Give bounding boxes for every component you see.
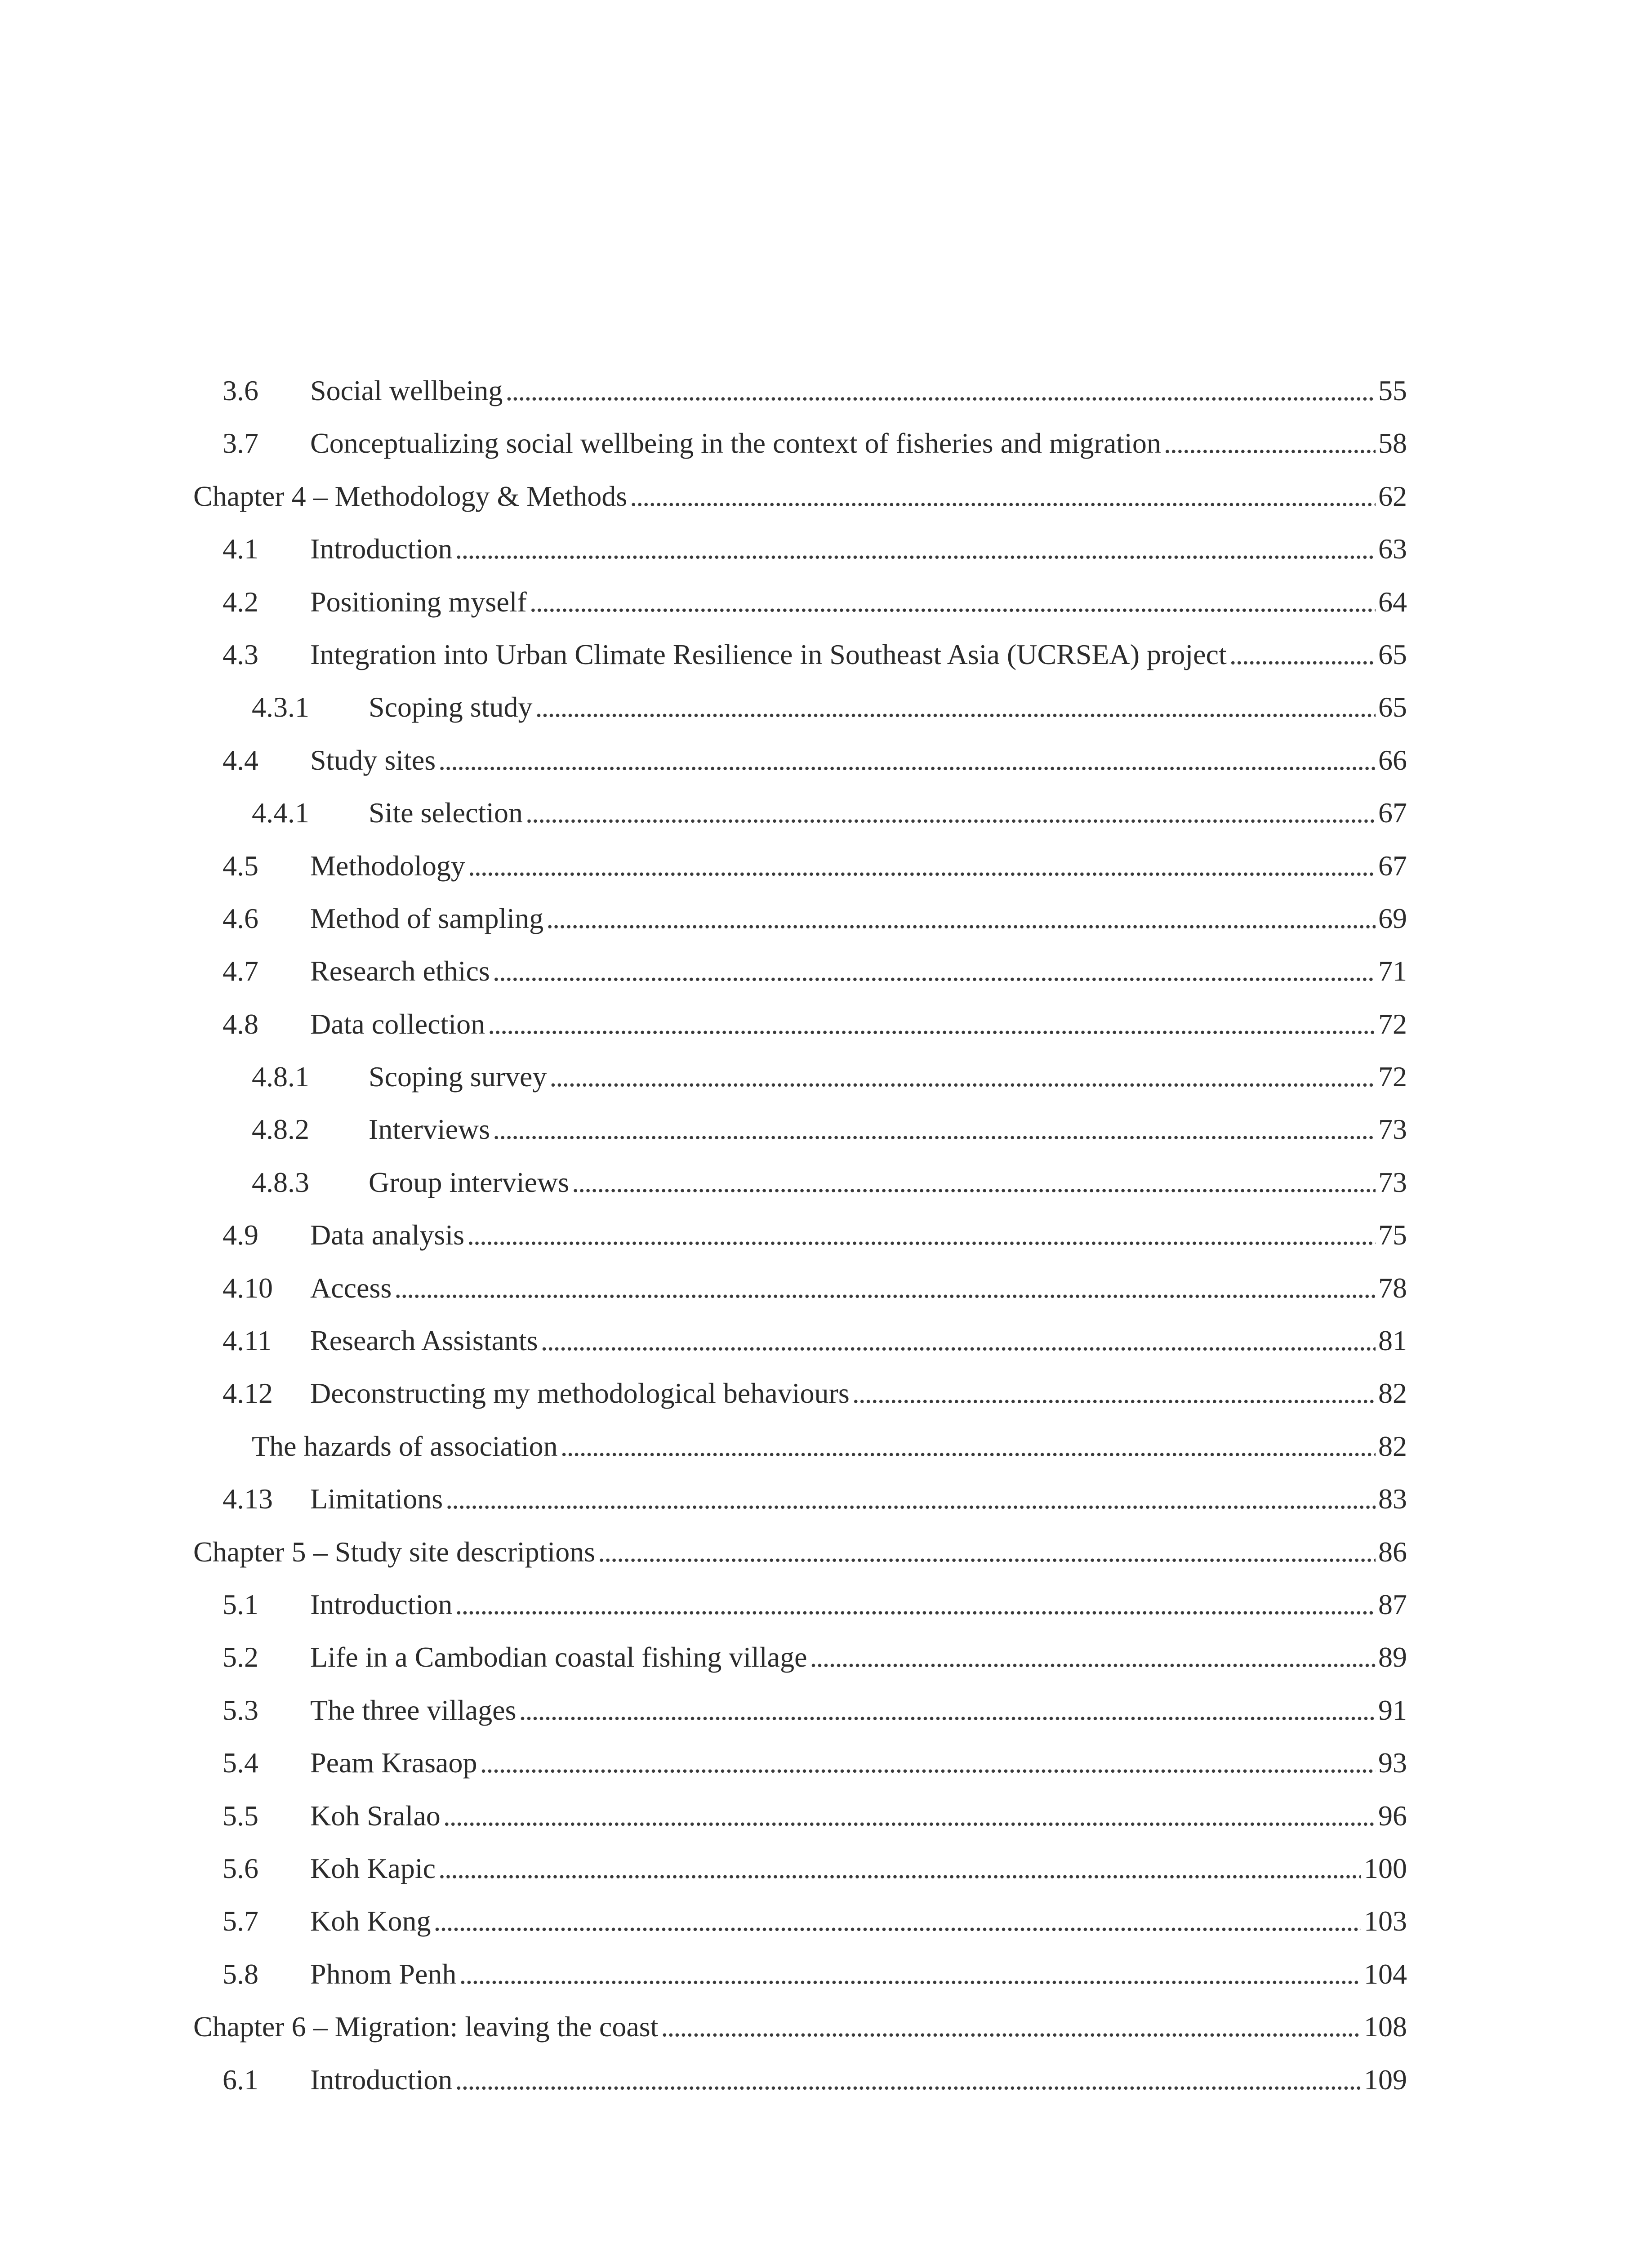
dot-leader [1229, 628, 1376, 681]
section-title: Life in a Cambodian coastal fishing village [310, 1641, 807, 1673]
dot-leader [810, 1631, 1376, 1683]
toc-entry-line [193, 2000, 1407, 2053]
toc-entry-line [252, 1103, 1407, 1155]
toc-entry-line [223, 998, 1407, 1050]
page-number: 72 [1378, 1061, 1407, 1093]
page-number: 69 [1378, 902, 1407, 934]
dot-leader [455, 522, 1376, 575]
toc-entry-line [252, 786, 1407, 839]
dot-leader [438, 734, 1376, 786]
toc-entry-line [223, 1314, 1407, 1367]
page-number: 65 [1378, 691, 1407, 723]
section-title: Introduction [310, 2063, 453, 2096]
dot-leader [467, 1209, 1376, 1261]
toc-entry [193, 1314, 1407, 1367]
toc-entry [193, 364, 1407, 417]
dot-leader [572, 1156, 1376, 1209]
toc-entry-line [223, 522, 1407, 575]
dot-leader [661, 2000, 1361, 2053]
toc-entry [193, 522, 1407, 575]
dot-leader [505, 364, 1376, 417]
section-title: Data collection [310, 1008, 485, 1040]
section-number: 3.7 [223, 427, 258, 459]
page-number: 67 [1378, 849, 1407, 882]
toc-entry [193, 2000, 1407, 2053]
section-number: 4.13 [223, 1483, 273, 1515]
section-title: Study sites [310, 744, 436, 776]
section-number: 5.2 [223, 1641, 258, 1673]
dot-leader [455, 1578, 1376, 1631]
page-number: 81 [1378, 1325, 1407, 1357]
toc-entry-line [223, 1631, 1407, 1683]
toc-entry [193, 998, 1407, 1050]
page-number: 109 [1364, 2063, 1407, 2096]
toc-entry [193, 1948, 1407, 2000]
toc-entry-line [252, 1420, 1407, 1472]
page-number: 78 [1378, 1271, 1407, 1304]
section-number: 3.6 [223, 375, 258, 406]
section-title: Interviews [369, 1113, 490, 1146]
page-number: 82 [1378, 1377, 1407, 1409]
section-number: 5.4 [223, 1747, 258, 1779]
page-number: 87 [1378, 1588, 1407, 1620]
dot-leader [455, 2053, 1361, 2106]
toc-entry-line [223, 1262, 1407, 1314]
page-number: 71 [1378, 955, 1407, 987]
section-title: Scoping study [369, 691, 533, 723]
toc-entry [193, 1631, 1407, 1683]
page-number: 63 [1378, 533, 1407, 565]
page-number: 103 [1364, 1905, 1407, 1937]
section-title: Research Assistants [310, 1325, 538, 1357]
section-title: Chapter 5 – Study site descriptions [193, 1535, 596, 1568]
toc-entry-line [223, 892, 1407, 945]
toc-entry-line [252, 681, 1407, 733]
page-number: 73 [1378, 1113, 1407, 1146]
page-number: 62 [1378, 480, 1407, 512]
section-number: 4.8.1 [252, 1061, 309, 1093]
section-number: 4.1 [223, 533, 258, 565]
page-number: 73 [1378, 1166, 1407, 1198]
toc-entry [193, 945, 1407, 997]
section-number: 5.5 [223, 1799, 258, 1832]
toc-entry-line [252, 1156, 1407, 1209]
section-title: Introduction [310, 1588, 453, 1620]
toc-entry [193, 1789, 1407, 1842]
dot-leader [519, 1684, 1376, 1736]
toc-entry [193, 1103, 1407, 1155]
toc-entry-line [223, 734, 1407, 786]
section-title: Scoping survey [369, 1061, 547, 1093]
dot-leader [459, 1948, 1361, 2000]
toc-entry-line [223, 1736, 1407, 1789]
dot-leader [433, 1895, 1361, 1947]
section-title: Group interviews [369, 1166, 570, 1198]
section-title: Method of sampling [310, 902, 544, 934]
dot-leader [394, 1262, 1376, 1314]
dot-leader [535, 681, 1376, 733]
section-number: 5.7 [223, 1905, 258, 1937]
page-number: 65 [1378, 638, 1407, 670]
section-title: Chapter 4 – Methodology & Methods [193, 480, 628, 512]
section-number: 4.4 [223, 744, 258, 776]
toc-entry-line [193, 1525, 1407, 1578]
section-title: Research ethics [310, 955, 490, 987]
page-number: 58 [1378, 427, 1407, 459]
section-number: 4.3 [223, 638, 258, 670]
dot-leader [525, 786, 1376, 839]
toc-entry [193, 1842, 1407, 1895]
toc-entry-line [223, 1367, 1407, 1419]
dot-leader [488, 998, 1376, 1050]
section-title: Methodology [310, 849, 465, 882]
page-number: 93 [1378, 1747, 1407, 1779]
section-title: Conceptualizing social wellbeing in the context of fisheries and migration [310, 427, 1161, 459]
page-number: 108 [1364, 2011, 1407, 2043]
toc-entry [193, 1209, 1407, 1261]
dot-leader [468, 839, 1376, 892]
dot-leader [561, 1420, 1376, 1472]
dot-leader [443, 1789, 1376, 1842]
toc-entry [193, 786, 1407, 839]
section-number: 5.3 [223, 1694, 258, 1726]
dot-leader [530, 575, 1376, 628]
toc-entry-line [223, 839, 1407, 892]
page-number: 67 [1378, 797, 1407, 829]
section-number: 4.3.1 [252, 691, 309, 723]
section-title: Limitations [310, 1483, 443, 1515]
toc-entry-line [223, 575, 1407, 628]
page-number: 66 [1378, 744, 1407, 776]
toc-entry [193, 892, 1407, 945]
dot-leader [493, 1103, 1376, 1155]
section-title: Positioning myself [310, 585, 527, 618]
dot-leader [598, 1525, 1376, 1578]
section-title: Chapter 6 – Migration: leaving the coast [193, 2011, 659, 2043]
section-number: 4.8.3 [252, 1166, 309, 1198]
dot-leader [852, 1367, 1376, 1419]
toc-entry-line [223, 628, 1407, 681]
dot-leader [493, 945, 1376, 997]
dot-leader [1164, 417, 1376, 469]
toc-entry-line [223, 1842, 1407, 1895]
toc-entry [193, 1684, 1407, 1736]
section-title: Koh Kapic [310, 1852, 436, 1884]
page-number: 86 [1378, 1535, 1407, 1568]
toc-entry-line [223, 945, 1407, 997]
section-title: Social wellbeing [310, 375, 503, 406]
toc-entry [193, 1472, 1407, 1525]
dot-leader [549, 1050, 1376, 1103]
section-number: 4.12 [223, 1377, 273, 1409]
toc-entry [193, 1262, 1407, 1314]
toc-entry [193, 839, 1407, 892]
toc-entry-line [223, 1684, 1407, 1736]
toc-entry-line [193, 470, 1407, 522]
toc-entry [193, 681, 1407, 733]
toc-entry [193, 2053, 1407, 2106]
section-number: 4.9 [223, 1219, 258, 1251]
toc-entry [193, 1156, 1407, 1209]
dot-leader [438, 1842, 1361, 1895]
section-number: 4.6 [223, 902, 258, 934]
dot-leader [630, 470, 1376, 522]
page-number: 82 [1378, 1430, 1407, 1462]
section-number: 5.6 [223, 1852, 258, 1884]
page-number: 104 [1364, 1958, 1407, 1990]
toc-entry-line [223, 1789, 1407, 1842]
section-title: Koh Sralao [310, 1799, 441, 1832]
toc-entry-line [252, 1050, 1407, 1103]
page-number: 96 [1378, 1799, 1407, 1832]
page-number: 64 [1378, 585, 1407, 618]
section-number: 4.8.2 [252, 1113, 309, 1146]
toc-entry [193, 734, 1407, 786]
dot-leader [445, 1472, 1376, 1525]
section-title: Peam Krasaop [310, 1747, 477, 1779]
toc-entry [193, 1578, 1407, 1631]
section-number: 5.1 [223, 1588, 258, 1620]
toc-entry-line [223, 1948, 1407, 2000]
toc-entry [193, 1895, 1407, 1947]
section-title: Integration into Urban Climate Resilience in Southeast Asia (UCRSEA) project [310, 638, 1227, 670]
section-number: 4.11 [223, 1325, 272, 1357]
section-title: Site selection [369, 797, 523, 829]
section-number: 4.5 [223, 849, 258, 882]
section-title: Deconstructing my methodological behaviours [310, 1377, 850, 1409]
toc-entry-line [223, 1578, 1407, 1631]
page-number: 83 [1378, 1483, 1407, 1515]
section-number: 4.8 [223, 1008, 258, 1040]
page-number: 100 [1364, 1852, 1407, 1884]
toc-entry [193, 575, 1407, 628]
section-number: 6.1 [223, 2063, 258, 2096]
toc-entry-line [223, 1472, 1407, 1525]
section-title: Access [310, 1271, 392, 1304]
dot-leader [480, 1736, 1376, 1789]
section-number: 4.10 [223, 1271, 273, 1304]
page-number: 75 [1378, 1219, 1407, 1251]
toc-entry [193, 470, 1407, 522]
toc-entry [193, 1736, 1407, 1789]
page-number: 91 [1378, 1694, 1407, 1726]
toc-entry-line [223, 1209, 1407, 1261]
toc-entry-line [223, 364, 1407, 417]
toc-entry [193, 1367, 1407, 1419]
section-title: Introduction [310, 533, 453, 565]
page-number: 72 [1378, 1008, 1407, 1040]
toc-entry-line [223, 2053, 1407, 2106]
toc-entry [193, 1420, 1407, 1472]
section-number: 4.4.1 [252, 797, 309, 829]
dot-leader [541, 1314, 1376, 1367]
section-title: Data analysis [310, 1219, 464, 1251]
toc-entry [193, 1525, 1407, 1578]
section-number: 5.8 [223, 1958, 258, 1990]
toc-entry-line [223, 1895, 1407, 1947]
section-title: Koh Kong [310, 1905, 431, 1937]
section-number: 4.7 [223, 955, 258, 987]
section-number: 4.2 [223, 585, 258, 618]
section-title: The three villages [310, 1694, 517, 1726]
section-title: The hazards of association [252, 1430, 558, 1462]
dot-leader [546, 892, 1376, 945]
toc-entry [193, 628, 1407, 681]
table-of-contents [193, 364, 1407, 2106]
page-number: 89 [1378, 1641, 1407, 1673]
section-title: Phnom Penh [310, 1958, 457, 1990]
toc-entry [193, 417, 1407, 469]
toc-entry-line [223, 417, 1407, 469]
toc-entry [193, 1050, 1407, 1103]
page-number: 55 [1378, 375, 1407, 406]
